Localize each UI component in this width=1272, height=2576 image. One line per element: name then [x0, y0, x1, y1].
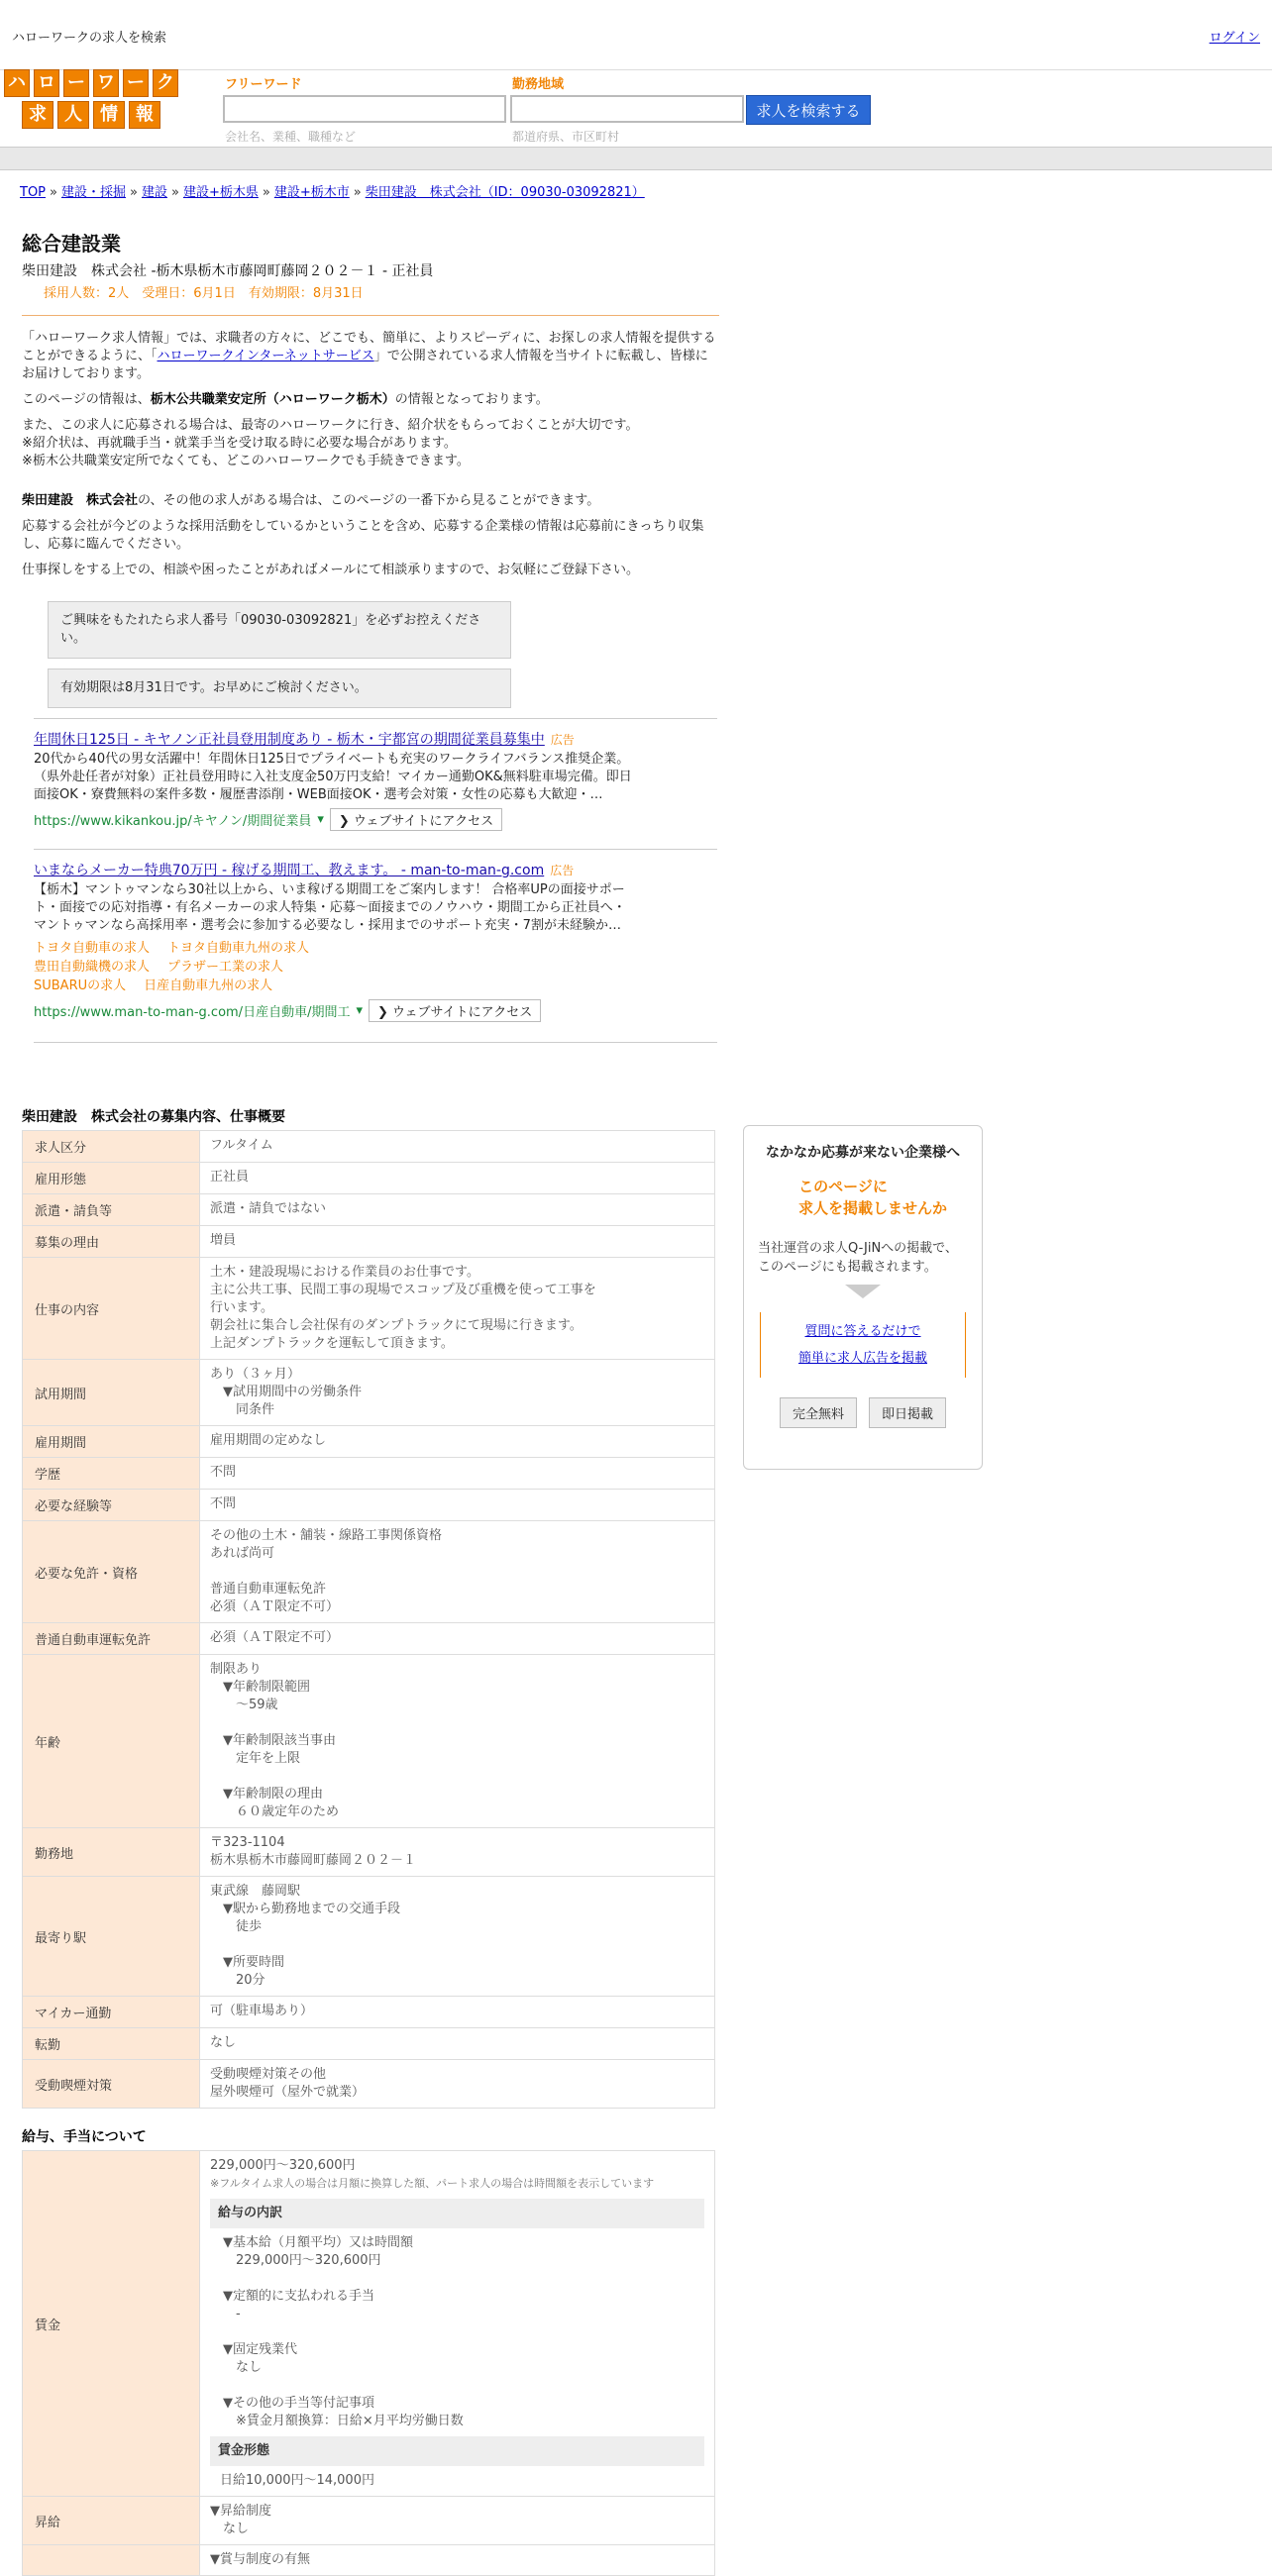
logo-char: 人 — [57, 101, 89, 129]
value-line: ▼基本給（月額平均）又は時間額 — [210, 2235, 413, 2250]
value-line: - — [210, 2307, 241, 2321]
value-line — [210, 2323, 704, 2341]
breadcrumb-link[interactable]: 建設+栃木県 — [182, 185, 259, 200]
value-line — [210, 1563, 704, 1581]
sidebar-description: 当社運営の求人Q-JiNへの掲載で、このページにも掲載されます。 — [758, 1241, 958, 1275]
value-line: 行います。 — [210, 1300, 273, 1315]
value-line: なし — [210, 2360, 263, 2375]
row-value — [200, 1458, 715, 1490]
value-line: 制限あり — [210, 1662, 263, 1677]
value-line: 同条件 — [210, 1402, 275, 1417]
visit-website-button[interactable]: ❯ ウェブサイトにアクセス — [369, 999, 541, 1022]
freeword-placeholder: 会社名、業種、職種など — [225, 130, 357, 144]
logo-row-1 — [4, 69, 178, 97]
table-row — [23, 1828, 715, 1877]
row-label: 仕事の内容 — [23, 1258, 200, 1360]
sidebar-buttons — [744, 1397, 982, 1428]
row-label: 最寄り駅 — [23, 1877, 200, 1997]
other-jobs-text: の、その他の求人がある場合は、このページの一番下から見ることができます。 — [138, 493, 600, 508]
ad-sitelink[interactable]: プラザー工業の求人 — [167, 960, 284, 975]
divider — [22, 315, 719, 316]
deadline-notice: 有効期限は8月31日です。お早めにご検討ください。 — [48, 669, 511, 708]
job-meta: 採用人数：2人 受理日：6月1日 有効期限：8月31日 — [44, 286, 364, 301]
ad-title-link[interactable]: いまならメーカー特典70万円 - 稼げる期間工、教えます。 - man-to-man-g.com — [34, 863, 545, 878]
divider — [34, 1042, 717, 1043]
table-row — [23, 1226, 715, 1258]
value-line: ▼昇給制度 — [210, 2504, 271, 2519]
row-value — [200, 2497, 715, 2545]
source-paragraph — [22, 391, 719, 409]
hellowork-internet-link[interactable]: ハローワークインターネットサービス — [157, 349, 374, 363]
row-value — [200, 1623, 715, 1655]
row-value — [200, 1360, 715, 1426]
freeword-label: フリーワード — [225, 77, 302, 92]
table-row — [23, 1490, 715, 1521]
referral-text: ※栃木公共職業安定所でなくても、どこのハローワークでも手続きできます。 — [22, 454, 470, 468]
row-label: 必要な経験等 — [23, 1490, 200, 1521]
ad-sitelink[interactable]: 豊田自動織機の求人 — [34, 960, 151, 975]
chevron-down-icon[interactable]: ▾ — [356, 1003, 363, 1018]
row-label: 試用期間 — [23, 1360, 200, 1426]
row-label: マイカー通勤 — [23, 1997, 200, 2028]
value-line: 屋外喫煙可（屋外で就業） — [210, 2085, 366, 2100]
row-value — [200, 2545, 715, 2576]
value-line: 不問 — [210, 1465, 237, 1480]
row-value — [200, 1490, 715, 1521]
value-line: 正社員 — [210, 1170, 250, 1185]
site-tagline: ハローワークの求人を検索 — [12, 31, 167, 46]
sidebar-link-box — [760, 1312, 966, 1378]
breadcrumb-link[interactable]: 建設・採掘 — [60, 185, 126, 200]
source-text: このページの情報は、 — [22, 392, 151, 407]
company-name: 柴田建設 株式会社 — [22, 493, 139, 508]
table-row — [23, 2497, 715, 2545]
value-line: 不問 — [210, 1496, 237, 1511]
row-label: 学歴 — [23, 1458, 200, 1490]
row-value — [200, 1163, 715, 1194]
logo-char: ー — [123, 69, 149, 97]
table-row — [23, 1426, 715, 1458]
logo-char: 情 — [93, 101, 125, 129]
ad-url[interactable]: https://www.man-to-man-g.com/日産自動車/期間工 — [34, 1005, 351, 1020]
row-value — [200, 1521, 715, 1623]
row-label: 受動喫煙対策 — [23, 2060, 200, 2109]
row-label — [23, 2545, 200, 2576]
table-row — [23, 2545, 715, 2576]
value-line: ▼所要時間 — [210, 1955, 284, 1970]
ad-sitelink[interactable]: トヨタ自動車九州の求人 — [167, 941, 310, 956]
value-line: なし — [210, 2035, 237, 2050]
table-row — [23, 1521, 715, 1623]
table-row — [23, 1655, 715, 1828]
referral-text: ※紹介状は、再就職手当・就業手当を受け取る時に必要な場合があります。 — [22, 436, 457, 451]
row-label: 年齢 — [23, 1655, 200, 1828]
value-line: ▼試用期間中の労働条件 — [210, 1385, 362, 1399]
row-label: 転勤 — [23, 2028, 200, 2060]
job-number-notice: ご興味をもたれたら求人番号「09030-03092821」を必ずお控えください。 — [48, 601, 511, 659]
value-line: 〒323-1104 — [210, 1835, 285, 1850]
advertise-sidebar — [743, 1125, 983, 1470]
row-value — [200, 1194, 715, 1226]
freeword-input[interactable] — [223, 95, 506, 123]
ad-block — [34, 718, 717, 831]
row-label: 雇用期間 — [23, 1426, 200, 1458]
same-day-button[interactable]: 即日掲載 — [869, 1397, 946, 1428]
ad-url-row — [34, 999, 717, 1022]
row-label: 募集の理由 — [23, 1226, 200, 1258]
row-value — [200, 2028, 715, 2060]
ad-sitelink[interactable]: トヨタ自動車の求人 — [34, 941, 151, 956]
ad-badge: 広告 — [550, 733, 575, 747]
logo-char: ワ — [93, 69, 119, 97]
intro-text: 」で公開されている求人情報を当サイトに転載し、皆様にお届けしております。 — [22, 349, 708, 381]
visit-website-button[interactable]: ❯ ウェブサイトにアクセス — [330, 808, 502, 831]
logo-char: ハ — [4, 69, 30, 97]
logo-row-2 — [4, 101, 178, 129]
main-content — [22, 228, 719, 2576]
row-value — [200, 1997, 715, 2028]
value-line: あり（３ヶ月） — [210, 1367, 301, 1382]
table-row — [23, 1194, 715, 1226]
value-line: フルタイム — [210, 1138, 273, 1153]
value-line: 主に公共工事、民間工事の現場でスコップ及び重機を使って工事を — [210, 1283, 596, 1297]
value-line: 土木・建設現場における作業員のお仕事です。 — [210, 1265, 479, 1280]
salary-section-title: 給与、手当について — [22, 2129, 147, 2145]
details-section-title: 柴田建設 株式会社の募集内容、仕事概要 — [22, 1109, 285, 1125]
value-line: 〜59歳 — [210, 1698, 278, 1712]
ad-title-link[interactable]: 年間休日125日 - キヤノン正社員登用制度あり - 栃木・宇都宮の期間従業員募集中 — [34, 732, 545, 748]
table-row — [23, 1997, 715, 2028]
table-row — [23, 1131, 715, 1163]
value-line — [210, 2270, 704, 2288]
value-line: 派遣・請負ではない — [210, 1201, 327, 1216]
value-line: 雇用期間の定めなし — [210, 1433, 327, 1448]
ad-badge: 広告 — [550, 864, 575, 877]
value-line: ▼年齢制限の理由 — [210, 1787, 323, 1802]
row-value — [200, 1877, 715, 1997]
source-office: 栃木公共職業安定所（ハローワーク栃木） — [150, 392, 395, 407]
table-row — [23, 1163, 715, 1194]
table-row — [23, 1360, 715, 1426]
breadcrumb-link[interactable]: 柴田建設 株式会社（ID：09030-03092821） — [365, 185, 645, 200]
row-value — [200, 1258, 715, 1360]
logo-char: ク — [153, 69, 178, 97]
sidebar-headline-line: 求人を掲載しませんか — [797, 1199, 947, 1217]
salary-note: ※フルタイム求人の場合は月額に換算した額、パート求人の場合は時間額を表示しています — [210, 2177, 655, 2190]
value-line: 東武線 藤岡駅 — [210, 1884, 301, 1899]
header-divider-band — [0, 147, 1272, 170]
value-line: ▼駅から勤務地までの交通手段 — [210, 1902, 400, 1916]
value-line — [210, 1768, 704, 1786]
area-input[interactable] — [510, 95, 744, 123]
value-line: ▼年齢制限範囲 — [210, 1680, 310, 1695]
value-line: 受動喫煙対策その他 — [210, 2067, 327, 2082]
logo-char: 求 — [22, 101, 53, 129]
breadcrumb: TOP » 建設・採掘 » 建設 » 建設+栃木県 » 建設+栃木市 » 柴田建設 株式会社（ID：09030-03092821） — [20, 185, 645, 200]
row-value — [200, 1655, 715, 1828]
value-line: ▼年齢制限該当事由 — [210, 1733, 336, 1748]
value-line — [210, 2377, 704, 2395]
sidebar-link[interactable]: 質問に答えるだけで — [804, 1324, 921, 1339]
area-label: 勤務地域 — [512, 77, 565, 92]
value-line: 可（駐車場あり） — [210, 2004, 314, 2018]
sidebar-title: なかなか応募が来ない企業様へ — [766, 1145, 960, 1161]
value-line: ６０歳定年のため — [210, 1804, 340, 1819]
row-label: 勤務地 — [23, 1828, 200, 1877]
value-line: 普通自動車運転免許 — [210, 1582, 327, 1597]
table-row — [23, 2151, 715, 2497]
value-line: ▼固定残業代 — [210, 2342, 297, 2357]
row-label: 求人区分 — [23, 1131, 200, 1163]
value-line: 229,000円〜320,600円 — [210, 2253, 381, 2268]
breadcrumb-link[interactable]: 建設+栃木市 — [273, 185, 350, 200]
salary-form-heading: 賃金形態 — [210, 2436, 704, 2466]
details-table — [22, 1130, 715, 2109]
advice-paragraph: 応募する会社が今どのような採用活動をしているかということを含め、応募する企業様の情報は応募前にきっちり収集し、応募に臨んでください。 — [22, 519, 704, 552]
row-value — [200, 1131, 715, 1163]
value-line: 上記ダンプトラックを運転して頂きます。 — [210, 1336, 454, 1351]
row-label: 必要な免許・資格 — [23, 1521, 200, 1623]
site-logo[interactable] — [4, 69, 178, 125]
value-line: 増員 — [210, 1233, 237, 1248]
ad-sitelink[interactable]: 日産自動車九州の求人 — [144, 979, 273, 993]
sidebar-headline-line: このページに — [798, 1178, 888, 1195]
row-value — [200, 1828, 715, 1877]
table-row — [23, 1458, 715, 1490]
table-row — [23, 1623, 715, 1655]
salary-form: 日給10,000円〜14,000円 — [220, 2473, 374, 2488]
intro-paragraph — [22, 330, 719, 383]
value-line: 必須（ＡＴ限定不可） — [210, 1599, 340, 1614]
page-title: 総合建設業 — [22, 232, 121, 256]
other-jobs-paragraph — [22, 492, 719, 510]
value-line: ▼その他の手当等付記事項 — [210, 2396, 374, 2411]
source-text: の情報となっております。 — [394, 392, 549, 407]
value-line: ※賃金月額換算：日給×月平均労働日数 — [210, 2414, 464, 2428]
salary-table — [22, 2150, 715, 2576]
chevron-down-icon[interactable]: ▾ — [317, 812, 324, 827]
value-line — [210, 1714, 704, 1732]
table-row — [23, 1877, 715, 1997]
login-link[interactable]: ログイン — [1209, 31, 1260, 46]
ad-url-row — [34, 808, 717, 831]
value-line: ▼賞与制度の有無 — [210, 2552, 310, 2567]
breadcrumb-link[interactable]: 建設 — [141, 185, 167, 200]
sidebar-headline — [744, 1176, 982, 1219]
value-line — [210, 1936, 704, 1954]
row-label: 派遣・請負等 — [23, 1194, 200, 1226]
value-line: 朝会社に集合し会社保有のダンプトラックにて現場に行きます。 — [210, 1318, 583, 1333]
row-label: 雇用形態 — [23, 1163, 200, 1194]
row-label: 賃金 — [23, 2151, 200, 2497]
intro-text: 「ハローワーク求人情報」では、求職者の方々に、どこでも、簡単に、よりスピーディに、お探しの求人情報を提供することができるように、「 — [22, 331, 716, 363]
top-bar — [0, 0, 1272, 70]
sidebar-link[interactable]: 簡単に求人広告を掲載 — [797, 1351, 927, 1366]
table-row — [23, 2060, 715, 2109]
job-subtitle: 柴田建設 株式会社 -栃木県栃木市藤岡町藤岡２０２－１ - 正社員 — [22, 263, 434, 279]
search-button[interactable]: 求人を検索する — [746, 95, 871, 125]
value-line: その他の土木・舗装・線路工事関係資格 — [210, 1528, 443, 1543]
row-value — [200, 1426, 715, 1458]
value-line: なし — [210, 2522, 250, 2536]
arrow-down-icon — [845, 1285, 881, 1298]
ad-description: 【栃木】マントゥマンなら30社以上から、いま稼げる期間工をご案内します！ 合格率UPの面接サポート・面接での応対指導・有名メーカーの求人特集・応募～面接までのノウハウ・期間工から正社員へ・マントゥマンなら高採用率・選考会に参加する必要なし・採用までのサポート充実・7割が未経験か… — [34, 882, 626, 933]
breadcrumb-link[interactable]: TOP — [20, 185, 47, 200]
referral-text: また、この求人に応募される場合は、最寄のハローワークに行き、紹介状をもらっておくことが大切です。 — [22, 418, 639, 433]
salary-range: 229,000円〜320,600円 — [210, 2158, 356, 2173]
salary-breakdown — [210, 2234, 704, 2430]
free-button[interactable]: 完全無料 — [780, 1397, 857, 1428]
referral-paragraph — [22, 417, 719, 470]
value-line: 必須（ＡＴ限定不可） — [210, 1630, 340, 1645]
ad-block — [34, 849, 717, 1043]
ad-sitelink[interactable]: SUBARUの求人 — [34, 979, 127, 993]
value-line: あれば尚可 — [210, 1546, 275, 1561]
ad-sitelinks — [34, 939, 717, 995]
ad-description: 20代から40代の男女活躍中！年間休日125日でプライベートも充実のワークライフバランス推奨企業。（県外赴任者が対象）正社員登用時に入社支度金50万円支給！マイカー通勤OK&無料駐車場完備。即日面接OK・寮費無料の案件多数・履歴書添削・WEB面接OK・選考会対策・女性の応募も大歓迎・… — [34, 752, 632, 802]
row-value — [200, 2151, 715, 2497]
table-row — [23, 2028, 715, 2060]
value-line: ▼定額的に支払われる手当 — [210, 2289, 374, 2304]
row-label: 普通自動車運転免許 — [23, 1623, 200, 1655]
table-row — [23, 1258, 715, 1360]
area-placeholder: 都道府県、市区町村 — [512, 130, 620, 144]
salary-breakdown-heading: 給与の内訳 — [210, 2199, 704, 2228]
row-label: 昇給 — [23, 2497, 200, 2545]
row-value — [200, 1226, 715, 1258]
consult-paragraph: 仕事探しをする上での、相談や困ったことがあればメールにて相談承りますので、お気軽にご登録下さい。 — [22, 563, 639, 577]
logo-char: 報 — [129, 101, 160, 129]
logo-char: ロ — [34, 69, 59, 97]
value-line: 徒歩 — [210, 1919, 263, 1934]
logo-char: ー — [63, 69, 89, 97]
value-line: 栃木県栃木市藤岡町藤岡２０２－１ — [210, 1853, 417, 1868]
value-line: 20分 — [210, 1973, 265, 1988]
value-line: 定年を上限 — [210, 1751, 301, 1766]
row-value — [200, 2060, 715, 2109]
ad-url[interactable]: https://www.kikankou.jp/キヤノン/期間従業員 — [34, 814, 312, 829]
